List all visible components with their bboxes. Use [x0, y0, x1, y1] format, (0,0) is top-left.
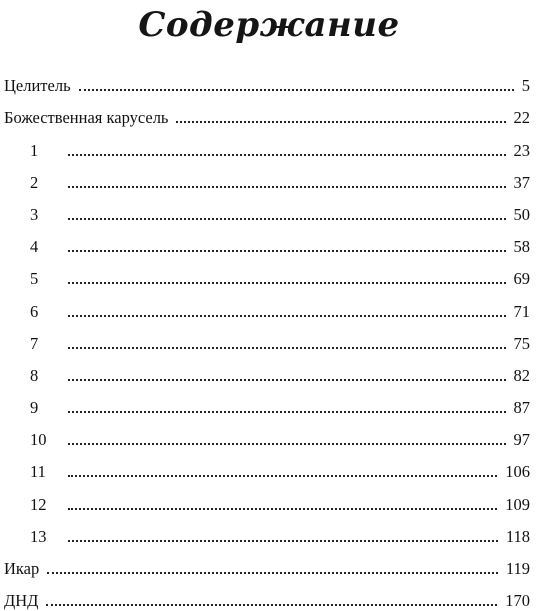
- toc-entry-title: 3: [0, 205, 68, 225]
- toc-entry[interactable]: [0, 547, 538, 579]
- toc-entry-page: 22: [514, 108, 538, 128]
- toc-entry-page: 118: [506, 527, 538, 547]
- toc-entry[interactable]: [0, 418, 538, 450]
- toc-entry-page: 97: [514, 430, 538, 450]
- toc-entry[interactable]: [0, 322, 538, 354]
- toc-entry-title: 8: [0, 366, 68, 386]
- toc-entry-title: Икар: [0, 559, 47, 579]
- toc-entry-title: 12: [0, 495, 68, 515]
- toc-entry-page: 71: [514, 302, 538, 322]
- dot-leader: [68, 347, 506, 349]
- toc-entry[interactable]: [0, 289, 538, 321]
- toc-entry[interactable]: [0, 386, 538, 418]
- toc-entry-page: 109: [505, 495, 538, 515]
- toc-entry[interactable]: [0, 354, 538, 386]
- toc-entry[interactable]: [0, 482, 538, 514]
- dot-leader: [68, 379, 506, 381]
- dot-leader: [46, 604, 497, 606]
- toc-entry-title: 4: [0, 237, 68, 257]
- toc-entry[interactable]: [0, 450, 538, 482]
- toc-entry[interactable]: [0, 225, 538, 257]
- dot-leader: [68, 540, 498, 542]
- toc-entry[interactable]: [0, 64, 538, 96]
- toc-entry-page: 75: [514, 334, 538, 354]
- toc-entry-title: 13: [0, 527, 68, 547]
- toc-entry-title: 1: [0, 141, 68, 161]
- toc-entry[interactable]: [0, 257, 538, 289]
- toc-entry-title: 10: [0, 430, 68, 450]
- toc-entry-page: 23: [514, 141, 538, 161]
- toc-entry-title: 11: [0, 462, 68, 482]
- toc-entry[interactable]: [0, 579, 538, 611]
- toc-entry[interactable]: [0, 193, 538, 225]
- toc-entry[interactable]: [0, 128, 538, 160]
- dot-leader: [68, 508, 497, 510]
- toc-entry-title: ДНД: [0, 591, 46, 611]
- toc-entry-page: 119: [506, 559, 538, 579]
- toc-entry-title: 5: [0, 269, 68, 289]
- page-title: Содержание: [0, 4, 538, 46]
- dot-leader: [68, 475, 497, 477]
- dot-leader: [68, 154, 506, 156]
- dot-leader: [47, 572, 498, 574]
- toc-entry-page: 69: [514, 269, 538, 289]
- dot-leader: [79, 89, 514, 91]
- dot-leader: [68, 411, 506, 413]
- toc-entry[interactable]: [0, 515, 538, 547]
- dot-leader: [176, 121, 505, 123]
- toc-entry-title: 7: [0, 334, 68, 354]
- toc-entry-page: 82: [514, 366, 538, 386]
- toc-entry-title: Божественная карусель: [0, 108, 176, 128]
- toc-entry-page: 58: [514, 237, 538, 257]
- dot-leader: [68, 443, 506, 445]
- dot-leader: [68, 250, 506, 252]
- toc-entry-title: 6: [0, 302, 68, 322]
- toc-entry-page: 50: [514, 205, 538, 225]
- dot-leader: [68, 186, 506, 188]
- toc-entry-title: 2: [0, 173, 68, 193]
- toc-entry-page: 170: [505, 591, 538, 611]
- dot-leader: [68, 315, 506, 317]
- toc-entry-page: 37: [514, 173, 538, 193]
- toc-entry-page: 87: [514, 398, 538, 418]
- dot-leader: [68, 282, 506, 284]
- toc-entry[interactable]: [0, 161, 538, 193]
- table-of-contents: [0, 64, 538, 611]
- toc-entry-page: 5: [522, 76, 538, 96]
- toc-entry-page: 106: [505, 462, 538, 482]
- toc-entry-title: 9: [0, 398, 68, 418]
- toc-entry-title: Целитель: [0, 76, 79, 96]
- toc-entry[interactable]: [0, 96, 538, 128]
- dot-leader: [68, 218, 506, 220]
